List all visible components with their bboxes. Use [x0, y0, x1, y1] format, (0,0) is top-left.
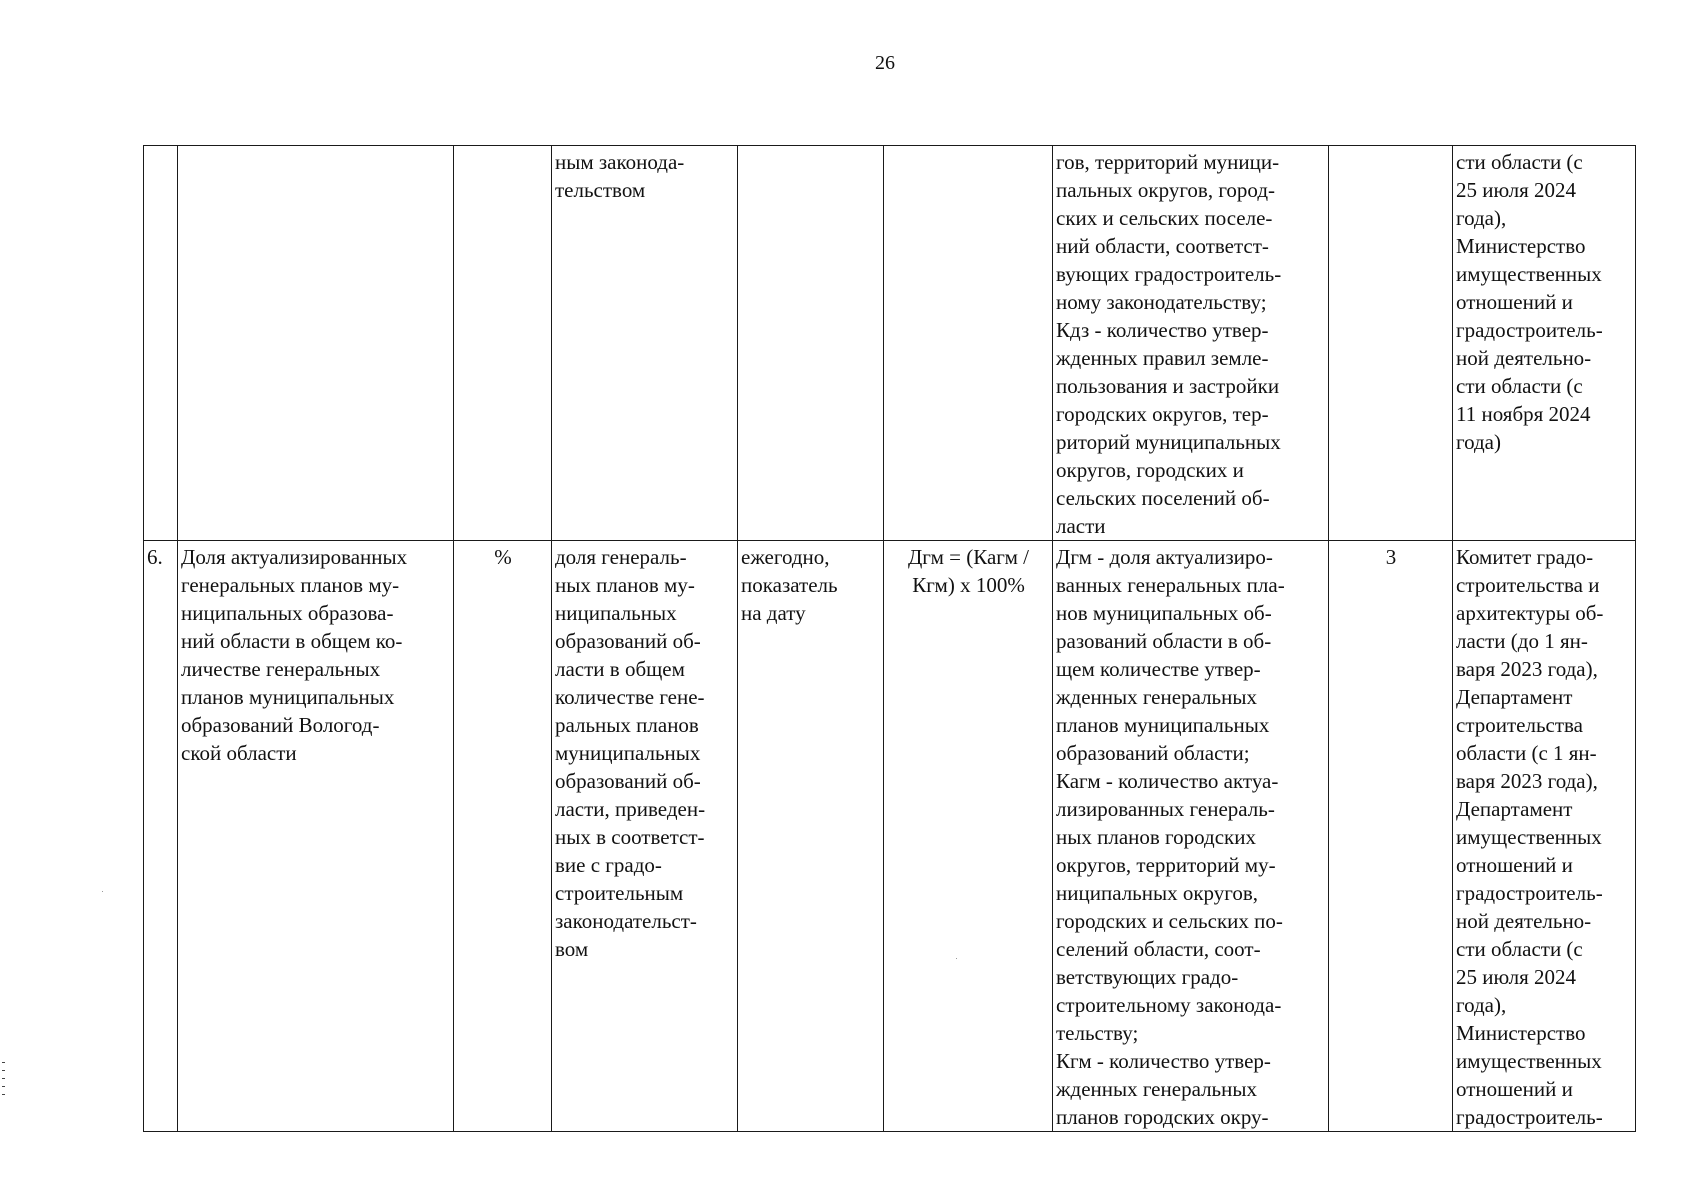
table-row [144, 541, 1636, 1132]
scan-artifact [2, 1086, 5, 1087]
scan-artifact [102, 891, 103, 892]
scan-artifact [2, 1062, 5, 1063]
cell-definition: ным законода- тельством [552, 146, 738, 541]
scan-artifact [956, 958, 957, 959]
scan-artifact [2, 1078, 5, 1079]
cell-explanation: Дгм - доля актуализиро- ванных генеральных пла- нов муниципальных об- разований области в об- щем количестве утвер- жденных генеральных планов муниципальных образований области; Кагм - количество актуа- лизированных генераль- ных планов городских округов, территорий му- ниципальных округов, городских и сельских по- селений области, соот- ветствующих градо- строительному законода- тельству; Кгм - количество утвер- жденных генеральных планов городских окру- [1053, 541, 1329, 1132]
cell-responsible: сти области (с 25 июля 2024 года), Министерство имущественных отношений и градостроитель- ной деятельно- сти области (с 11 ноября 2024 года) [1453, 146, 1636, 541]
cell-explanation: гов, территорий муници- пальных округов, город- ских и сельских поселе- ний области, соответст- вующих градостроитель- ному законодательству; Кдз - количество утвер- жденных правил земле- пользования и застройки городских округов, тер- риторий муниципальных округов, городских и сельских поселений об- ласти [1053, 146, 1329, 541]
cell-indicator: Доля актуализированных генеральных планов му- ниципальных образова- ний области в общем ко- личестве генеральных планов муниципальных образований Вологод- ской области [178, 541, 454, 1132]
cell-formula: Дгм = (Кагм / Кгм) х 100% [884, 541, 1053, 1132]
cell-method: 3 [1329, 541, 1453, 1132]
cell-responsible: Комитет градо- строительства и архитектуры об- ласти (до 1 ян- варя 2023 года), Департамент строительства области (с 1 ян- варя 2023 года), Департамент имущественных отношений и градостроитель- ной деятельно- сти области (с 25 июля 2024 года), Министерство имущественных отношений и градостроитель- [1453, 541, 1636, 1132]
cell-method [1329, 146, 1453, 541]
cell-unit: % [454, 541, 552, 1132]
scan-artifact [2, 1094, 5, 1095]
indicators-table [143, 145, 1636, 1132]
table-row [144, 146, 1636, 541]
cell-definition: доля генераль- ных планов му- ниципальных образований об- ласти в общем количестве гене- ральных планов муниципальных образований об- ласти, приведен- ных в соответст- вие с градо- строительным законодательст- вом [552, 541, 738, 1132]
cell-unit [454, 146, 552, 541]
cell-num [144, 146, 178, 541]
cell-num: 6. [144, 541, 178, 1132]
cell-indicator [178, 146, 454, 541]
cell-periodicity [738, 146, 884, 541]
page-number: 26 [875, 52, 895, 74]
cell-periodicity: ежегодно, показатель на дату [738, 541, 884, 1132]
cell-formula [884, 146, 1053, 541]
scan-artifact [2, 1070, 5, 1071]
